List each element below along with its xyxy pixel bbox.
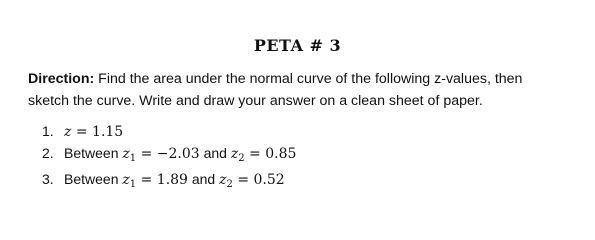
z2-value: 0.52 (253, 172, 285, 188)
z-variable: z (64, 124, 72, 140)
problem-item-3 (42, 169, 296, 196)
direction-label: Direction: (28, 71, 95, 87)
subscript-1: 1 (129, 179, 137, 190)
z-variable: z (122, 145, 130, 162)
equals-sign: = (140, 172, 153, 188)
item-connector: and (191, 171, 216, 187)
math-expression (64, 124, 123, 140)
item-number: 3. (42, 171, 54, 187)
problem-item-1 (42, 121, 296, 143)
page-title: PETA # 3 (253, 36, 342, 55)
item-number: 2. (42, 144, 54, 161)
z-variable: z (122, 172, 130, 188)
math-expression-z2 (231, 146, 297, 162)
item-connector: and (203, 144, 227, 161)
item-number: 1. (42, 123, 54, 139)
math-expression-z1 (122, 172, 188, 188)
direction-text-line-1: Find the area under the normal curve of the following z-values, then (94, 71, 523, 87)
subscript-1: 1 (129, 152, 137, 164)
problem-list (42, 121, 296, 196)
subscript-2: 2 (238, 152, 245, 164)
item-prefix: Between (64, 171, 119, 187)
subscript-2: 2 (226, 179, 233, 190)
equals-sign: = (75, 124, 88, 140)
item-prefix: Between (64, 144, 119, 161)
z-variable: z (219, 172, 227, 188)
problem-item-2 (42, 143, 296, 170)
z-value: 1.15 (92, 124, 124, 140)
direction-paragraph (28, 68, 573, 112)
direction-text-line-2: sketch the curve. Write and draw your answer on a clean sheet of paper. (28, 93, 483, 109)
equals-sign: = (237, 172, 250, 188)
z1-value: 1.89 (156, 172, 188, 188)
math-expression-z2 (219, 172, 285, 188)
math-expression-z1 (122, 146, 199, 162)
equals-sign: = (140, 145, 153, 162)
equals-sign: = (249, 145, 261, 162)
z-variable: z (230, 145, 239, 162)
z1-value: −2.03 (156, 145, 200, 162)
z2-value: 0.85 (265, 145, 297, 162)
